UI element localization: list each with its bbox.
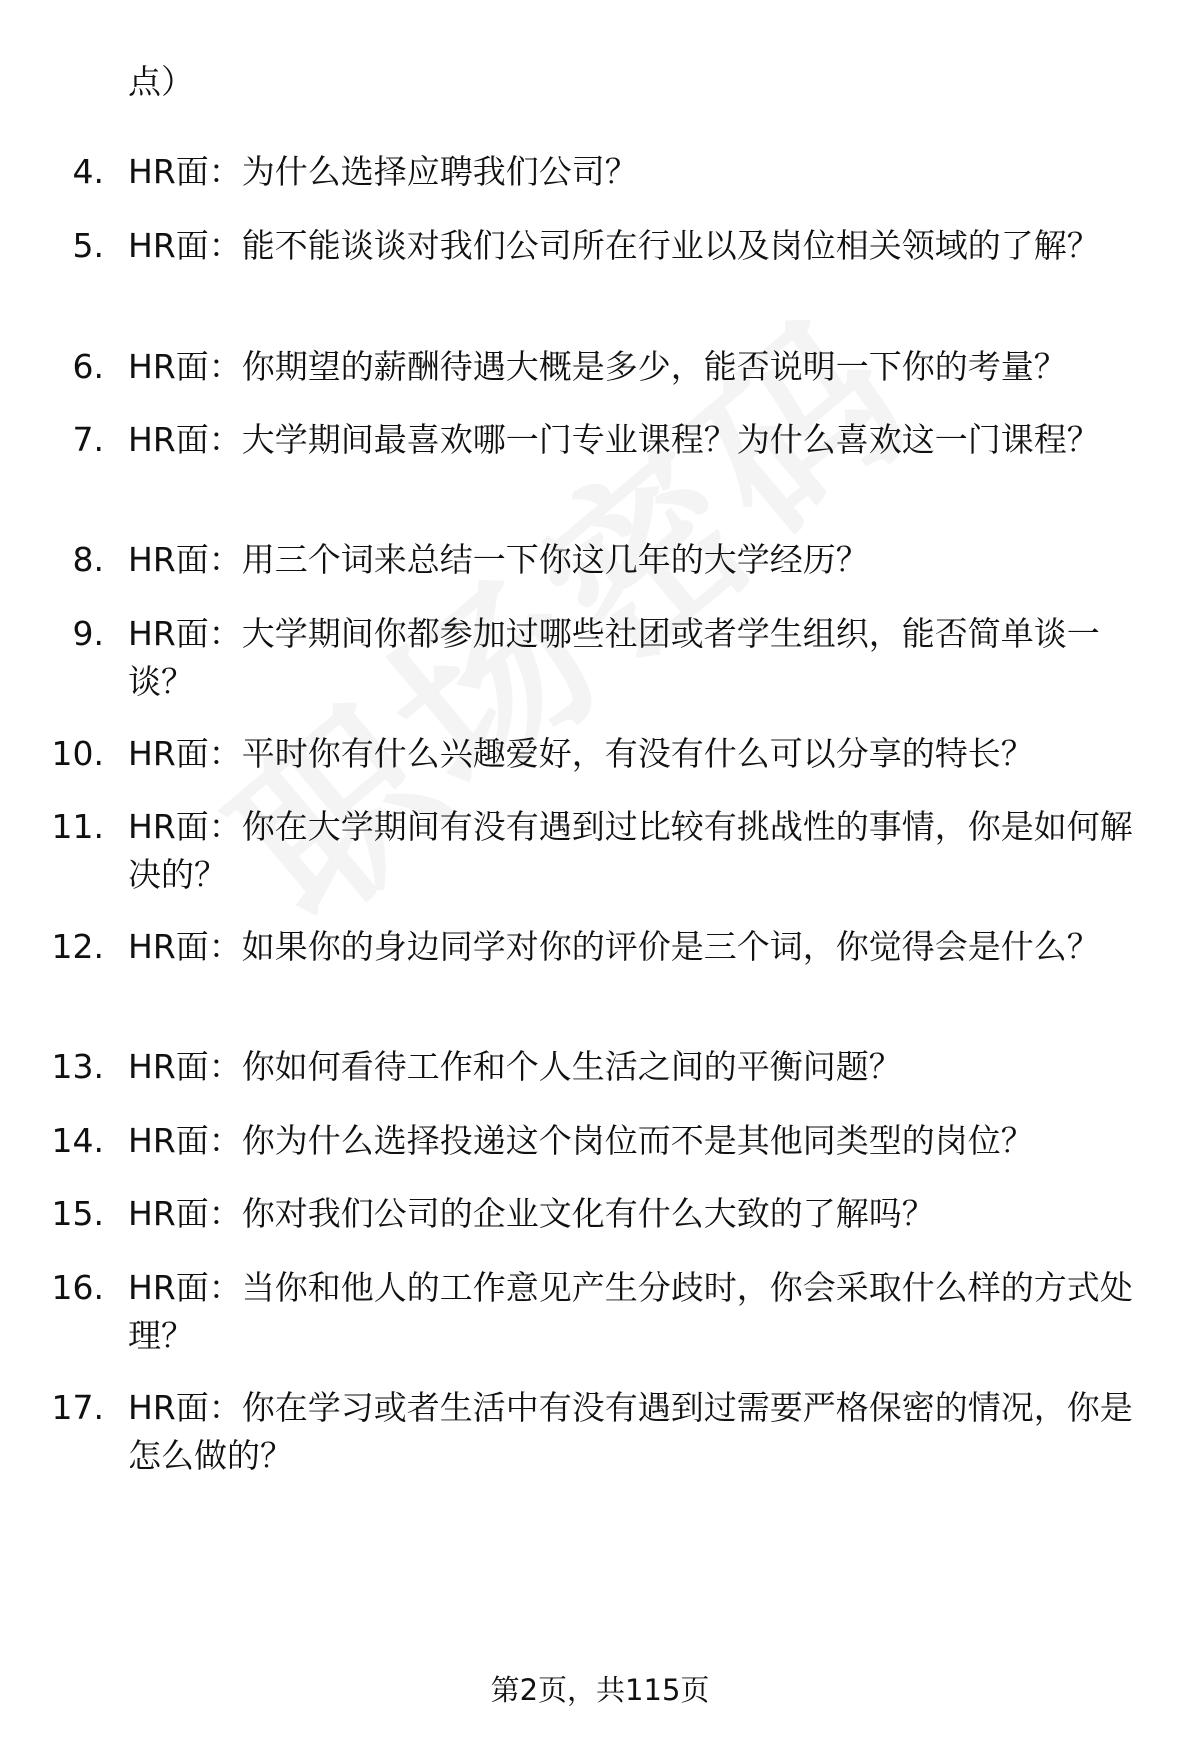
item-number: 10. <box>51 734 104 773</box>
continuation-text: 点） <box>128 62 194 101</box>
page-footer: 第2页，共115页 <box>490 1673 710 1707</box>
item-text: HR面：你对我们公司的企业文化有什么大致的了解吗？ <box>128 1194 935 1233</box>
item-number: 7. <box>72 420 104 459</box>
item-number: 16. <box>51 1268 104 1307</box>
item-text: HR面：你在学习或者生活中有没有遇到过需要严格保密的情况，你是怎么做的？ <box>128 1388 1133 1475</box>
item-number: 5. <box>72 226 104 265</box>
item-text: HR面：你期望的薪酬待遇大概是多少，能否说明一下你的考量？ <box>128 347 1067 386</box>
item-number: 17. <box>51 1388 104 1427</box>
item-text: HR面：平时你有什么兴趣爱好，有没有什么可以分享的特长？ <box>128 734 1034 773</box>
item-number: 11. <box>51 807 104 846</box>
item-text: HR面：你如何看待工作和个人生活之间的平衡问题？ <box>128 1047 902 1086</box>
item-text: HR面：如果你的身边同学对你的评价是三个词，你觉得会是什么？ <box>128 927 1100 966</box>
item-number: 12. <box>51 927 104 966</box>
item-text: HR面：为什么选择应聘我们公司？ <box>128 152 638 191</box>
item-number: 15. <box>51 1194 104 1233</box>
item-text: HR面：大学期间你都参加过哪些社团或者学生组织，能否简单谈一谈？ <box>128 614 1100 701</box>
item-text: HR面：用三个词来总结一下你这几年的大学经历？ <box>128 540 869 579</box>
item-number: 4. <box>72 152 104 191</box>
item-text: HR面：你为什么选择投递这个岗位而不是其他同类型的岗位？ <box>128 1121 1034 1160</box>
item-number: 6. <box>72 347 104 386</box>
item-text: HR面：大学期间最喜欢哪一门专业课程？为什么喜欢这一门课程？ <box>128 420 1100 459</box>
item-text: HR面：你在大学期间有没有遇到过比较有挑战性的事情，你是如何解决的？ <box>128 807 1133 894</box>
item-text: HR面：当你和他人的工作意见产生分歧时，你会采取什么样的方式处理？ <box>128 1268 1133 1355</box>
item-number: 8. <box>72 540 104 579</box>
item-text: HR面：能不能谈谈对我们公司所在行业以及岗位相关领域的了解？ <box>128 226 1100 265</box>
item-number: 9. <box>72 614 104 653</box>
item-number: 13. <box>51 1047 104 1086</box>
item-number: 14. <box>51 1121 104 1160</box>
